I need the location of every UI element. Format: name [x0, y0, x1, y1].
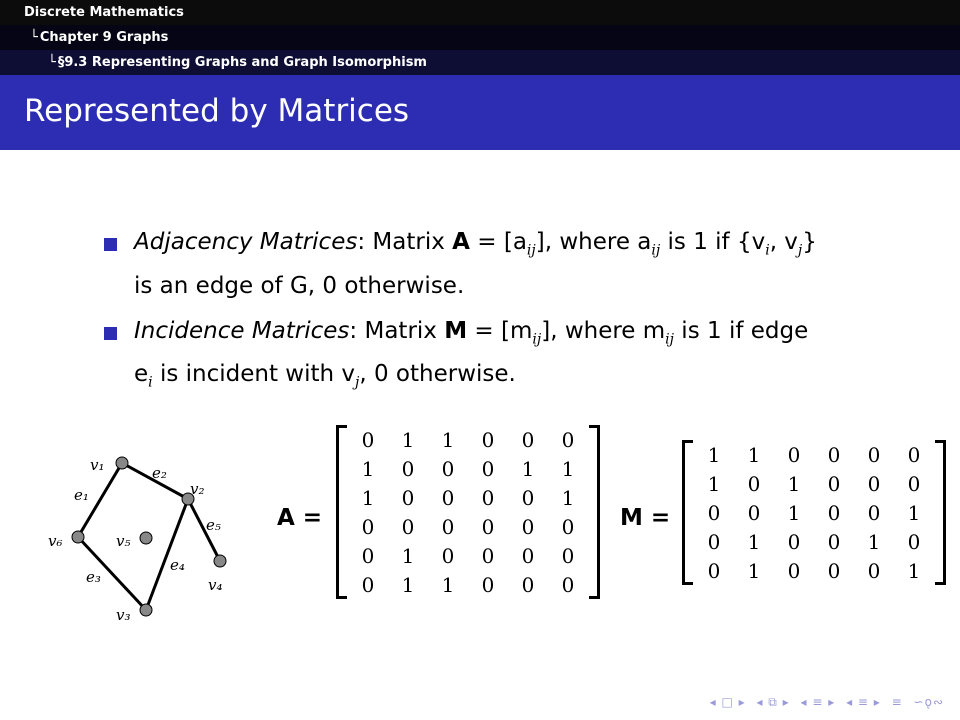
- matrix-cell: 0: [907, 471, 921, 496]
- vertex-label: v₁: [90, 456, 105, 474]
- matrix-cell: 1: [707, 471, 721, 496]
- matrix-cell: 0: [441, 485, 455, 510]
- text: : Matrix: [357, 229, 453, 255]
- matrix-cell: 0: [827, 500, 841, 525]
- matrix-cell: 0: [787, 442, 801, 467]
- matrix-cell: 1: [747, 442, 761, 467]
- breadcrumb-course[interactable]: [0, 0, 960, 25]
- edge-label: e₅: [206, 516, 221, 534]
- matrix-cell: 0: [361, 427, 375, 452]
- subscript: ij: [651, 242, 661, 259]
- label-text: A =: [277, 505, 323, 531]
- vertex-v6: [72, 531, 84, 543]
- bullet-incidence: [104, 314, 904, 401]
- nav-subsection-icon[interactable]: ◂ ⧉ ▸: [756, 695, 790, 709]
- matrix-cell: 1: [747, 529, 761, 554]
- matrix-cell: 1: [401, 543, 415, 568]
- bullet-marker-icon: [104, 327, 117, 340]
- vertex-v3: [140, 604, 152, 616]
- text: is incident with v: [152, 361, 356, 388]
- subscript: j: [355, 374, 360, 391]
- matrix-cell: 0: [827, 471, 841, 496]
- slide-title: Represented by Matrices: [24, 93, 410, 129]
- matrix-cell: 0: [481, 514, 495, 539]
- matrix-cell: 0: [481, 427, 495, 452]
- matrix-cell: 0: [481, 456, 495, 481]
- matrix-cell: 0: [441, 543, 455, 568]
- text: , v: [769, 229, 798, 255]
- matrix-cell: 1: [361, 456, 375, 481]
- matrix-row: [348, 483, 588, 512]
- text: e: [134, 361, 149, 388]
- course-title: Discrete Mathematics: [24, 5, 184, 20]
- vertex-label: v₂: [190, 480, 205, 498]
- matrix-cell: 0: [827, 558, 841, 583]
- symbol-M: M: [444, 317, 468, 344]
- label-text: M =: [620, 505, 671, 531]
- matrix-cell: 0: [561, 572, 575, 597]
- matrix-cell: 1: [707, 442, 721, 467]
- matrix-a-label: [277, 505, 322, 531]
- matrix-row: [694, 469, 934, 498]
- text: ], where a: [535, 229, 652, 255]
- tree-branch-icon: └: [30, 30, 38, 45]
- matrix-cell: 0: [907, 442, 921, 467]
- matrix-cell: 0: [867, 500, 881, 525]
- vertex-v4: [214, 555, 226, 567]
- nav-subsection-list-icon[interactable]: ◂ ≡ ▸: [846, 695, 881, 709]
- symbol-A: A: [452, 229, 470, 255]
- subscript: ij: [532, 331, 542, 348]
- edge-label: e₁: [74, 486, 89, 504]
- vertex-label: v₅: [116, 532, 131, 550]
- matrix-cell: 1: [787, 500, 801, 525]
- text: = [a: [469, 229, 527, 255]
- matrix-row: [694, 498, 934, 527]
- matrix-cell: 0: [561, 514, 575, 539]
- nav-align-icon[interactable]: ≡: [891, 695, 903, 709]
- edge-label: e₄: [170, 556, 185, 574]
- matrix-cell: 0: [521, 543, 535, 568]
- matrix-cell: 0: [747, 500, 761, 525]
- matrix-cell: 1: [907, 500, 921, 525]
- section-title: §9.3 Representing Graphs and Graph Isomorphism: [57, 55, 427, 70]
- matrix-cell: 1: [787, 471, 801, 496]
- text: = [m: [467, 317, 533, 344]
- subscript: i: [765, 242, 770, 259]
- edge-label: e₃: [86, 568, 101, 586]
- matrix-row: [348, 570, 588, 599]
- matrix-row: [694, 527, 934, 556]
- incidence-matrix: [694, 440, 934, 585]
- matrix-cell: 0: [907, 529, 921, 554]
- matrix-cell: 0: [401, 485, 415, 510]
- matrix-cell: 0: [561, 427, 575, 452]
- matrix-cell: 1: [867, 529, 881, 554]
- chapter-title: Chapter 9 Graphs: [39, 30, 169, 45]
- vertex-label: v₆: [48, 532, 63, 550]
- matrix-cell: 1: [401, 572, 415, 597]
- matrix-cell: 0: [441, 514, 455, 539]
- nav-search-icon[interactable]: ∽ǫ∾: [913, 695, 944, 709]
- matrix-cell: 0: [707, 529, 721, 554]
- nav-frame-icon[interactable]: ◂ □ ▸: [709, 695, 746, 709]
- term-incidence: Incidence Matrices: [134, 317, 350, 344]
- matrix-cell: 0: [867, 442, 881, 467]
- term-adjacency: Adjacency Matrices: [134, 229, 358, 255]
- matrix-row: [348, 454, 588, 483]
- matrix-cell: 0: [481, 572, 495, 597]
- left-bracket: [336, 425, 347, 599]
- adjacency-matrix: [348, 425, 588, 599]
- matrix-cell: 0: [521, 427, 535, 452]
- matrix-cell: 0: [361, 543, 375, 568]
- matrix-row: [694, 440, 934, 469]
- text: is 1 if edge: [674, 317, 809, 344]
- matrix-cell: 0: [361, 572, 375, 597]
- edge-e4: [146, 499, 188, 610]
- matrix-cell: 0: [827, 442, 841, 467]
- matrix-cell: 1: [441, 572, 455, 597]
- graph-diagram: [40, 440, 250, 640]
- matrix-cell: 0: [481, 485, 495, 510]
- subscript: i: [148, 374, 153, 391]
- text: }: [802, 229, 817, 255]
- text: , 0 otherwise.: [359, 361, 516, 388]
- bullet-adjacency: [104, 225, 904, 304]
- matrix-row: [348, 512, 588, 541]
- tree-branch-icon: └: [48, 55, 56, 70]
- text: is 1 if {v: [660, 229, 766, 255]
- matrix-cell: 0: [827, 529, 841, 554]
- matrix-cell: 1: [361, 485, 375, 510]
- breadcrumb-section[interactable]: [0, 50, 960, 75]
- matrix-cell: 1: [561, 485, 575, 510]
- matrix-cell: 0: [441, 456, 455, 481]
- matrix-cell: 0: [361, 514, 375, 539]
- text: is an edge of G, 0 otherwise.: [134, 272, 465, 299]
- matrix-cell: 1: [401, 427, 415, 452]
- right-bracket: [935, 440, 946, 585]
- matrix-cell: 0: [867, 471, 881, 496]
- edge-label: e₂: [152, 464, 167, 482]
- matrix-cell: 1: [561, 456, 575, 481]
- breadcrumb-chapter[interactable]: [0, 25, 960, 50]
- matrix-cell: 0: [401, 456, 415, 481]
- matrix-cell: 0: [707, 558, 721, 583]
- matrix-cell: 1: [907, 558, 921, 583]
- vertex-v1: [116, 457, 128, 469]
- text: : Matrix: [349, 317, 445, 344]
- vertex-label: v₄: [208, 576, 223, 594]
- matrix-cell: 0: [747, 471, 761, 496]
- title-bar: [0, 75, 960, 150]
- beamer-navigation: [704, 695, 944, 710]
- subscript: ij: [665, 331, 674, 348]
- matrix-row: [348, 541, 588, 570]
- matrix-cell: 1: [441, 427, 455, 452]
- matrix-cell: 0: [707, 500, 721, 525]
- matrix-cell: 1: [747, 558, 761, 583]
- matrix-cell: 0: [521, 572, 535, 597]
- matrix-m-label: [620, 505, 670, 531]
- vertex-v5: [140, 532, 152, 544]
- matrix-cell: 0: [401, 514, 415, 539]
- matrix-cell: 0: [561, 543, 575, 568]
- matrix-row: [348, 425, 588, 454]
- matrix-cell: 0: [521, 485, 535, 510]
- matrix-cell: 0: [481, 543, 495, 568]
- matrix-cell: 0: [867, 558, 881, 583]
- matrix-cell: 1: [521, 456, 535, 481]
- matrix-cell: 0: [521, 514, 535, 539]
- left-bracket: [682, 440, 693, 585]
- nav-section-icon[interactable]: ◂ ≡ ▸: [800, 695, 836, 709]
- text: ], where m: [541, 317, 666, 344]
- bullet-list: [104, 225, 904, 411]
- subscript: ij: [526, 242, 536, 259]
- right-bracket: [589, 425, 600, 599]
- subscript: j: [797, 242, 803, 259]
- matrix-row: [694, 556, 934, 585]
- bullet-marker-icon: [104, 238, 117, 251]
- matrix-cell: 0: [787, 529, 801, 554]
- matrix-cell: 0: [787, 558, 801, 583]
- vertex-label: v₃: [116, 606, 131, 624]
